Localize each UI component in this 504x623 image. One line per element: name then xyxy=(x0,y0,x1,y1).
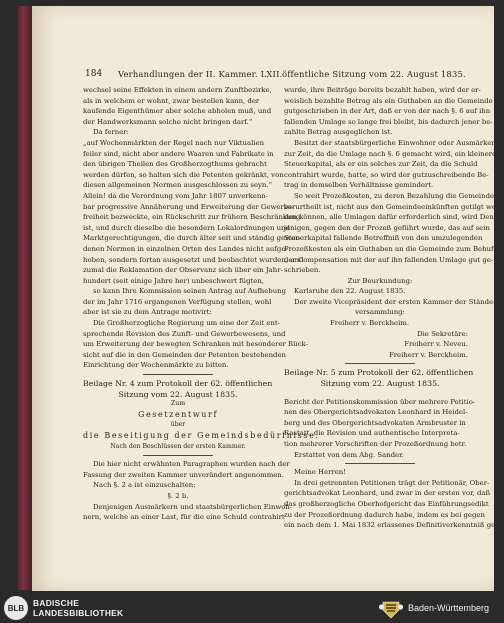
blb-logo-icon[interactable]: BLB xyxy=(4,596,28,620)
text-line: als in welchem er wohnt, zwar bestellen kann, der xyxy=(83,96,260,105)
text-line: die Beseitigung der Gemeindsbedürfnisse. xyxy=(83,431,320,440)
text-line: Prozeßkosten als ein Guthaben an die Gemeinde zum Behufe xyxy=(284,244,498,253)
text-line: der im Jahr 1716 ergangenen Verfügung stellen, wohl xyxy=(83,297,272,306)
text-line: der Handwerksmann solche nicht bringen darf.“ xyxy=(83,117,253,126)
text-line: Steuerkapital fallende Betreffniß von den umzulegenden xyxy=(284,234,483,243)
text-line: Nach §. 2 a ist einzuschalten: xyxy=(93,481,196,490)
coat-of-arms-icon[interactable] xyxy=(378,597,404,619)
text-line: sicht auf die in den Gemeinden der Petenten bestehenden xyxy=(83,350,286,359)
text-line: Die Großherzogliche Regierung um eine der Zeit ent- xyxy=(93,319,281,328)
text-line: Besitzt der staatsbürgerliche Einwohner oder Ausmärker xyxy=(294,138,495,147)
text-line: trag in demselben Verhältnisse gemindert. xyxy=(284,181,434,190)
divider xyxy=(345,363,415,364)
text-line: so kann Ihre Kommission seinen Antrag auf Aufhebung xyxy=(93,287,286,296)
text-line: zur Zeit, da die Umlage nach §. 6 gemacht wird, ein kleineres xyxy=(284,149,500,158)
text-line: Gesetzentwurf xyxy=(137,409,219,419)
text-line: zahlte Betrag ausgeglichen ist. xyxy=(284,128,393,137)
text-line: Meine Herren! xyxy=(294,468,347,477)
text-line: Erstattet von dem Abg. Sander. xyxy=(294,450,404,459)
text-line: Freiherr v. Berckheim. xyxy=(330,319,410,328)
text-line: schrieben. xyxy=(284,266,321,275)
text-line: wurde, ihre Beiträge bereits bezahlt haben, wird der er- xyxy=(284,86,481,94)
text-line: nern, welche an einer Last, für die eine Schuld contrahirt xyxy=(83,513,285,522)
section-heading: Sitzung vom 22. August 1835. xyxy=(118,389,238,399)
text-line: denen Normen in einzelnen Orten des Landes nicht aufge- xyxy=(83,244,288,253)
text-line: Marktgerechtigungen, die durch älter seit und ständig gewor- xyxy=(83,234,301,243)
text-line: der Compensation mit der auf ihn fallenden Umlage gut ge- xyxy=(284,255,494,264)
text-line: versammlung: xyxy=(355,308,405,317)
text-line: jenigen, gegen den der Prozeß geführt wurde, das auf sein xyxy=(284,223,490,232)
text-line: Nach den Beschlüssen der ersten Kammer. xyxy=(110,442,246,450)
text-line: tion mehrerer Vorschriften der Prozeßordnung betr. xyxy=(284,440,467,448)
text-line: Da ferner: xyxy=(93,128,129,137)
text-line: bar progressive Annäherung und Erweiterung der Gewerbs- xyxy=(83,202,295,211)
text-line: den können, alle Umlagen dafür erforderlich sind, wird Den- xyxy=(284,213,497,222)
text-line: sprechende Revision des Zunft- und Gewerbewesens, und xyxy=(83,329,286,338)
divider xyxy=(143,455,213,456)
text-line: fallenden Umlage so lange frei bleibt, bis dadurch jener be- xyxy=(284,117,493,126)
text-line: ein nach dem 1. Mai 1832 erlassenes Definitiverkenntniß ge- xyxy=(284,521,498,530)
text-line: Steuerkapital, als er ein solches zur Zeit, da die Schuld xyxy=(284,160,478,169)
book-spine xyxy=(18,6,32,590)
text-line: freiheit bezweckte, ein Rückschritt zur frühern Beschränkung xyxy=(83,213,301,222)
text-line: feiler sind, nicht aber andere Waaren und Fabrikate in xyxy=(83,149,274,158)
text-line: Die hier nicht erwähnten Paragraphen wurden nach der xyxy=(93,460,290,469)
text-line: Karlsruhe den 22. August 1835. xyxy=(294,287,406,296)
divider xyxy=(345,463,415,464)
text-line: weislich bezahlte Betrag als ein Guthaben an die Gemeinde xyxy=(284,96,493,105)
text-line: Denjenigen Ausmärkern und staatsbürgerlichen Einwoh- xyxy=(93,502,293,511)
blb-logo-text[interactable] xyxy=(33,598,123,618)
text-line: Zum xyxy=(170,400,186,408)
text-line: hoben, sondern fortan ausgesetzt und beobachtet wurden, und xyxy=(83,255,304,264)
text-line: Einrichtung der Wochenmärkte zu bitten. xyxy=(83,361,229,370)
text-line: Rastatt, die Revision und authentische Interpreta- xyxy=(284,429,460,438)
text-line: um Erweiterung der bewegten Schranken mit besonderer Rück- xyxy=(83,340,308,349)
text-line: das großherzogliche Oberhofgericht das Einführungsedikt xyxy=(284,499,489,508)
right-text-column xyxy=(284,85,502,531)
text-line: So weit Prozeßkosten, zu deren Bezahlung die Gemeinde xyxy=(294,191,495,200)
text-line: werden dürfen, so halten sich die Petenten gekränkt, von xyxy=(83,170,284,179)
text-line: §. 2 b. xyxy=(167,491,189,500)
text-line: kaufende Eigenthümer aber solche abholen muß, und xyxy=(83,107,272,116)
text-line: den übrigen Theilen des Großherzogthums gebracht xyxy=(83,160,267,169)
text-line: gutgeschrieben in der Art, daß er von der nach §. 6 auf ihn xyxy=(284,107,491,116)
text-line: In drei getrennten Petitionen trägt der Petitionär, Ober- xyxy=(294,478,490,487)
text-line: zu der Prozeßordnung dadurch habe, indem es bei gegen xyxy=(284,510,485,519)
text-line: Die Sekretäre: xyxy=(417,329,468,338)
text-line: Der zweite Vicepräsident der ersten Kammer der Stände- xyxy=(294,297,496,306)
page-header xyxy=(32,67,494,81)
divider xyxy=(143,374,213,375)
blb-line-2: LANDESBIBLIOTHEK xyxy=(33,608,124,618)
section-heading: Sitzung vom 22. August 1835. xyxy=(320,379,440,389)
text-line: Zur Beurkundung: xyxy=(347,276,413,285)
text-line: aber ist sie zu dem Antrage motivirt: xyxy=(83,308,212,317)
text-line: wechsel seine Effekten in einem andern Zunftbezirke, xyxy=(83,86,272,94)
text-line: über xyxy=(170,421,186,429)
text-line: contrahirt wurde, hatte, so wird der gutzuschreibende Be- xyxy=(284,170,489,179)
text-line: Freiherr v. Neveu. xyxy=(404,340,468,349)
page-number: 184 xyxy=(85,69,103,79)
text-line: berg und des Obergerichtsadvokaten Armbruster in xyxy=(284,418,466,427)
running-title-left: Verhandlungen der II. Kammer. LXII. xyxy=(118,69,283,79)
text-line: nen des Obergerichtsadvokaten Leonhard in Heidel- xyxy=(284,408,468,417)
text-line: ist, und durch dieselbe die besondern Lokalordnungen und xyxy=(83,223,290,232)
text-line: gerichtsadvokat Leonhard, und zwar in der ersten vor, daß xyxy=(284,489,491,498)
text-line: Freiherr v. Berckheim. xyxy=(388,350,468,359)
scanned-page xyxy=(32,6,502,591)
text-line: Allein! da die Verordnung vom Jahr 1807 unverkenn- xyxy=(83,191,269,200)
spacer xyxy=(284,389,476,397)
running-title-right: öffentliche Sitzung vom 22. August 1835. xyxy=(282,69,466,79)
text-line: hundert (seit einige Jahre her) unbeschwert fügten, xyxy=(83,276,264,285)
text-line: diesen allgemeinen Normen ausgeschlossen zu seyn.“ xyxy=(83,181,273,190)
section-heading: Beilage Nr. 5 zum Protokoll der 62. öffentlichen xyxy=(284,368,474,378)
bw-logo-text[interactable]: Baden-Württemberg xyxy=(408,603,490,613)
text-line: Bericht der Petitionskommission über mehrere Petitio- xyxy=(284,397,476,406)
text-line: verurtheilt ist, nicht aus den Gemeindeeinkünften getilgt wer- xyxy=(284,202,502,211)
section-heading: Beilage Nr. 4 zum Protokoll der 62. öffentlichen xyxy=(83,379,273,389)
blb-line-1: BADISCHE xyxy=(33,598,80,608)
text-line: Fassung der zweiten Kammer unverändert angenommen. xyxy=(83,470,284,479)
text-line: zumal die Reklamation der Observanz sich über ein Jahr- xyxy=(83,266,283,275)
text-line: „auf Wochenmärkten der Regel nach nur Viktualien xyxy=(83,138,265,147)
